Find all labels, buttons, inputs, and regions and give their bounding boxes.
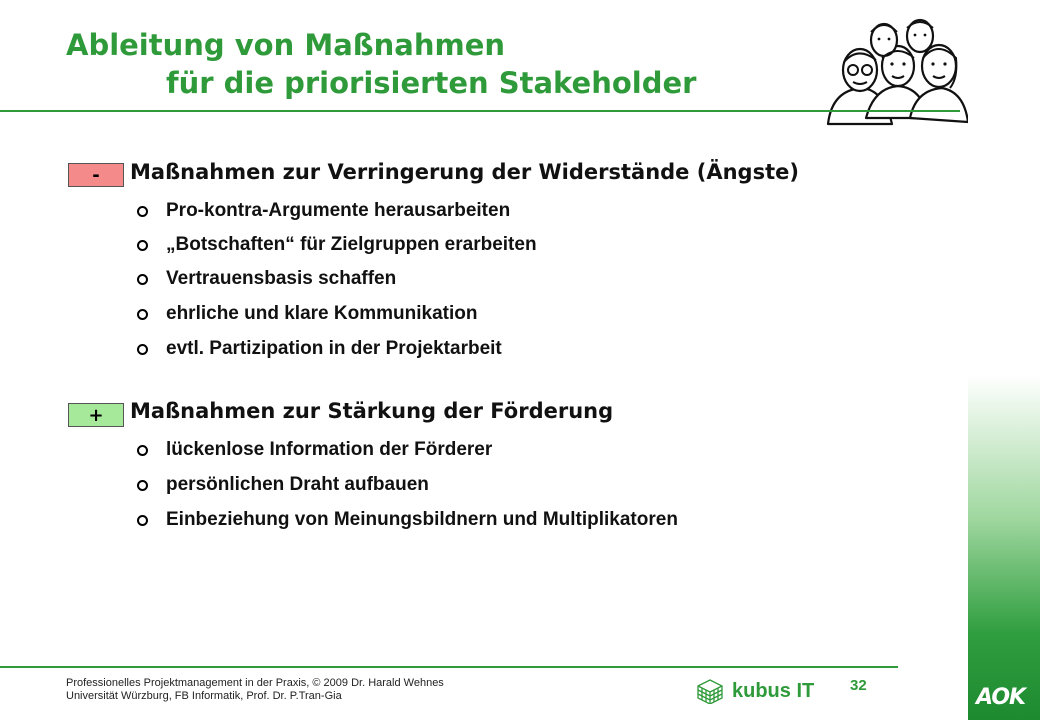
section-heading-strengthen-support: Maßnahmen zur Stärkung der Förderung [130,399,614,423]
list-item-text: persönlichen Draht aufbauen [166,474,429,495]
footer-credits [66,677,444,703]
list-item [137,508,678,532]
list-item-text: „Botschaften“ für Zielgruppen erarbeiten [166,234,537,255]
list-item [137,267,396,291]
list-item-text: Einbeziehung von Meinungsbildnern und Multiplikatoren [166,509,678,530]
kubus-logo [696,678,814,704]
list-item [137,302,477,326]
footer-line-1: Professionelles Projektmanagement in der Praxis, © 2009 Dr. Harald Wehnes [66,677,444,689]
kubus-logo-text: kubus IT [732,679,815,702]
list-item-text: evtl. Partizipation in der Projektarbeit [166,338,502,359]
circle-bullet-icon [137,274,148,285]
list-item-text: Vertrauensbasis schaffen [166,268,397,289]
title-divider [0,110,960,112]
list-item [137,438,492,462]
circle-bullet-icon [137,515,148,526]
page-number: 32 [850,677,867,694]
list-item [137,473,429,497]
circle-bullet-icon [137,309,148,320]
circle-bullet-icon [137,240,148,251]
footer-divider [0,666,898,668]
title-line-2: für die priorisierten Stakeholder [166,66,697,100]
slide-title [66,26,696,102]
cube-logo-icon [696,678,724,704]
circle-bullet-icon [137,480,148,491]
list-item-text: lückenlose Information der Förderer [166,439,493,460]
list-item [137,199,510,223]
title-line-1: Ableitung von Maßnahmen [66,28,506,62]
list-item [137,233,537,257]
section-heading-reduce-resistance: Maßnahmen zur Verringerung der Widerstände (Ängste) [130,160,799,184]
brand-gradient-bar [968,0,1040,720]
aok-logo: AOK [976,685,1026,710]
footer-line-2: Universität Würzburg, FB Informatik, Prof. Dr. P.Tran-Gia [66,690,342,702]
circle-bullet-icon [137,206,148,217]
circle-bullet-icon [137,445,148,456]
minus-badge: - [68,163,124,187]
list-item [137,337,502,361]
list-item-text: Pro-kontra-Argumente herausarbeiten [166,200,511,221]
circle-bullet-icon [137,344,148,355]
list-item-text: ehrliche und klare Kommunikation [166,303,478,324]
plus-badge: + [68,403,124,427]
